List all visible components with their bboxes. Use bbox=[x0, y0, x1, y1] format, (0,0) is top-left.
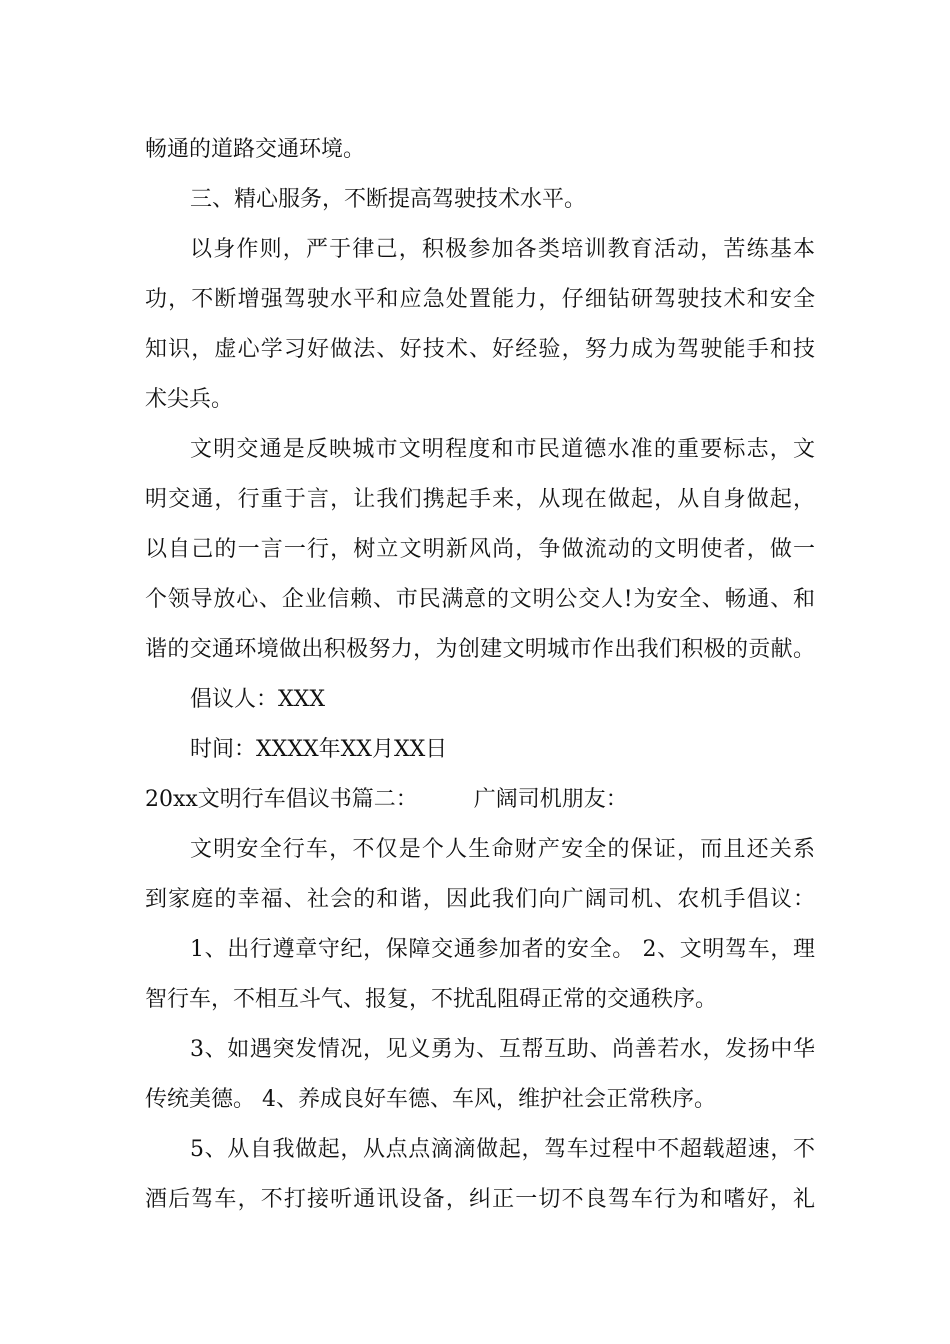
section-heading: 三、精心服务，不断提高驾驶技术水平。 bbox=[190, 187, 587, 212]
text-line: 个领导放心、企业信赖、市民满意的文明公交人!为安全、畅通、和 bbox=[145, 587, 815, 612]
text-line: 智行车，不相互斗气、报复，不扰乱阻碍正常的交通秩序。 bbox=[145, 987, 718, 1012]
text-line: 文明交通是反映城市文明程度和市民道德水准的重要标志，文 bbox=[190, 437, 815, 462]
text-line: 知识，虚心学习好做法、好技术、好经验，努力成为驾驶能手和技 bbox=[145, 337, 815, 362]
text-line: 文明安全行车，不仅是个人生命财产安全的保证，而且还关系 bbox=[190, 837, 815, 862]
text-line: 3、如遇突发情况，见义勇为、互帮互助、尚善若水，发扬中华 bbox=[190, 1037, 815, 1062]
text-line: 酒后驾车，不打接听通讯设备，纠正一切不良驾车行为和嗜好，礼 bbox=[145, 1187, 815, 1212]
text-line: 1、出行遵章守纪，保障交通参加者的安全。 2、文明驾车，理 bbox=[190, 937, 815, 962]
date-line: 时间：XXXX年XX月XX日 bbox=[190, 737, 448, 762]
section-title: 20xx文明行车倡议书篇二： 广阔司机朋友： bbox=[145, 787, 628, 812]
text-line: 以身作则，严于律己，积极参加各类培训教育活动，苦练基本 bbox=[190, 237, 815, 262]
text-line: 以自己的一言一行，树立文明新风尚，争做流动的文明使者，做一 bbox=[145, 537, 815, 562]
text-line: 畅通的道路交通环境。 bbox=[145, 137, 366, 162]
text-line: 术尖兵。 bbox=[145, 387, 234, 412]
text-line: 传统美德。 4、养成良好车德、车风，维护社会正常秩序。 bbox=[145, 1087, 716, 1112]
text-line: 到家庭的幸福、社会的和谐，因此我们向广阔司机、农机手倡议： bbox=[145, 887, 815, 912]
text-line: 5、从自我做起，从点点滴滴做起，驾车过程中不超载超速，不 bbox=[190, 1137, 815, 1162]
text-line: 谐的交通环境做出积极努力，为创建文明城市作出我们积极的贡献。 bbox=[145, 637, 815, 662]
text-line: 功，不断增强驾驶水平和应急处置能力，仔细钻研驾驶技术和安全 bbox=[145, 287, 815, 312]
text-line: 明交通，行重于言，让我们携起手来，从现在做起，从自身做起， bbox=[145, 487, 815, 512]
signatory-line: 倡议人：XXX bbox=[190, 687, 325, 712]
